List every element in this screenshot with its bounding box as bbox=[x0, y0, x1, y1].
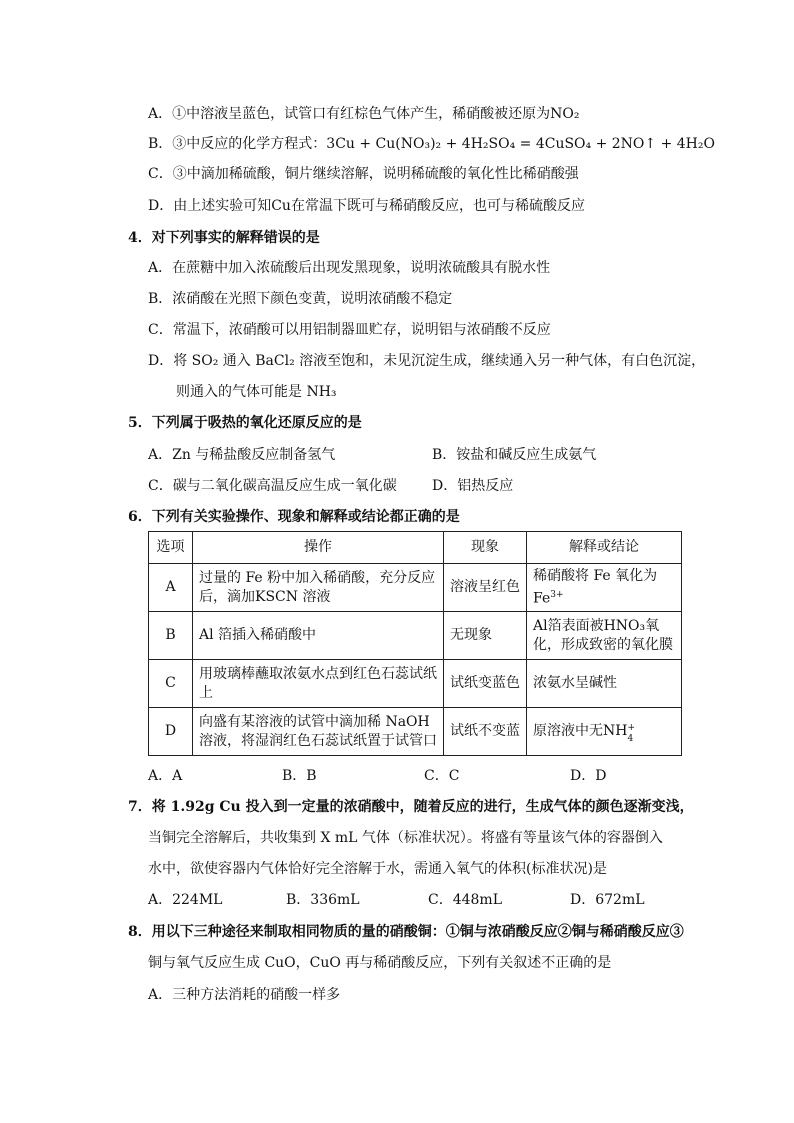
ion-charge: + bbox=[627, 723, 636, 733]
header-conclusion: 解释或结论 bbox=[527, 532, 682, 564]
q3-option-b: B．③中反应的化学方程式：3Cu + Cu(NO₃)₂ + 4H₂SO₄ = 4CuSO₄ + 2NO↑ + 4H₂O bbox=[148, 136, 715, 152]
q4-option-d-line1: D．将 SO₂ 通入 BaCl₂ 溶液至饱和，未见沉淀生成，继续通入另一种气体，有白色沉淀， bbox=[148, 353, 706, 369]
ion-formula: Fe bbox=[533, 590, 551, 607]
row-phenomenon: 无现象 bbox=[444, 612, 527, 660]
q7-option-c: C．448mL bbox=[428, 892, 503, 908]
q3-option-c: C．③中滴加稀硫酸，铜片继续溶解，说明稀硫酸的氧化性比稀硝酸强 bbox=[148, 166, 579, 182]
q8-stem-line2: 铜与氧气反应生成 CuO，CuO 再与稀硝酸反应，下列有关叙述不正确的是 bbox=[148, 955, 612, 971]
table-row bbox=[149, 708, 682, 756]
q5-option-a: A．Zn 与稀盐酸反应制备氢气 bbox=[148, 447, 336, 463]
q5-option-c: C．碳与二氧化碳高温反应生成一氧化碳 bbox=[148, 478, 397, 494]
ion-charge: 3+ bbox=[550, 589, 564, 600]
q4-option-b: B．浓硝酸在光照下颜色变黄，说明浓硝酸不稳定 bbox=[148, 291, 453, 307]
q4-option-c: C．常温下，浓硝酸可以用铝制器皿贮存，说明铝与浓硝酸不反应 bbox=[148, 322, 551, 338]
row-operation: 向盛有某溶液的试管中滴加稀 NaOH 溶液，将湿润红色石蕊试纸置于试管口 bbox=[193, 708, 444, 756]
q7-stem-line2: 当铜完全溶解后，共收集到 X mL 气体（标准状况）。将盛有等量该气体的容器倒入 bbox=[148, 830, 663, 846]
q7-option-a: A．224ML bbox=[148, 892, 223, 908]
q6-stem: 6．下列有关实验操作、现象和解释或结论都正确的是 bbox=[128, 509, 460, 525]
q7-stem-line1: 7．将 1.92g Cu 投入到一定量的浓硝酸中，随着反应的进行，生成气体的颜色逐渐变浅， bbox=[128, 799, 694, 815]
table-row bbox=[149, 612, 682, 660]
q4-stem: 4．对下列事实的解释错误的是 bbox=[128, 230, 320, 246]
q8-option-a: A．三种方法消耗的硝酸一样多 bbox=[148, 987, 341, 1003]
q6-option-d: D．D bbox=[570, 768, 607, 784]
q3-option-d: D．由上述实验可知Cu在常温下既可与稀硝酸反应，也可与稀硫酸反应 bbox=[148, 198, 585, 214]
header-operation: 操作 bbox=[193, 532, 444, 564]
table-header-row bbox=[149, 532, 682, 564]
row-phenomenon: 溶液呈红色 bbox=[444, 564, 527, 612]
q6-option-b: B．B bbox=[282, 768, 317, 784]
q4-option-a: A．在蔗糖中加入浓硫酸后出现发黑现象，说明浓硫酸具有脱水性 bbox=[148, 260, 551, 276]
q5-stem: 5．下列属于吸热的氧化还原反应的是 bbox=[128, 415, 362, 431]
row-option: C bbox=[149, 660, 193, 708]
row-operation: Al 箔插入稀硝酸中 bbox=[193, 612, 444, 660]
q7-stem-line3: 水中，欲使容器内气体恰好完全溶解于水，需通入氧气的体积(标准状况)是 bbox=[148, 861, 607, 877]
q7-option-b: B．336mL bbox=[286, 892, 360, 908]
q3-option-a: A．①中溶液呈蓝色，试管口有红棕色气体产生，稀硝酸被还原为NO₂ bbox=[148, 106, 580, 122]
conclusion-text: 原溶液中无 bbox=[533, 723, 603, 739]
q5-option-d: D．铝热反应 bbox=[432, 478, 514, 494]
q6-option-a: A．A bbox=[148, 768, 183, 784]
ion-subscript: 4 bbox=[627, 734, 634, 744]
row-phenomenon: 试纸不变蓝 bbox=[444, 708, 527, 756]
row-option: B bbox=[149, 612, 193, 660]
row-conclusion: Al箔表面被HNO₃氧化，形成致密的氧化膜 bbox=[527, 612, 682, 660]
row-phenomenon: 试纸变蓝色 bbox=[444, 660, 527, 708]
q4-option-d-line2: 则通入的气体可能是 NH₃ bbox=[176, 384, 337, 400]
q8-stem-line1: 8．用以下三种途径来制取相同物质的量的硝酸铜：①铜与浓硝酸反应②铜与稀硝酸反应③ bbox=[128, 924, 684, 940]
row-conclusion: 浓氨水呈碱性 bbox=[527, 660, 682, 708]
row-conclusion bbox=[527, 708, 682, 756]
q6-option-c: C．C bbox=[424, 768, 460, 784]
row-operation: 过量的 Fe 粉中加入稀硝酸，充分反应后，滴加KSCN 溶液 bbox=[193, 564, 444, 612]
row-option: A bbox=[149, 564, 193, 612]
row-operation: 用玻璃棒蘸取浓氨水点到红色石蕊试纸上 bbox=[193, 660, 444, 708]
ion-formula: NH bbox=[603, 723, 628, 739]
header-phenomenon: 现象 bbox=[444, 532, 527, 564]
q6-table bbox=[148, 531, 682, 756]
conclusion-text: 稀硝酸将 Fe 氧化为 bbox=[533, 567, 658, 584]
row-conclusion bbox=[527, 564, 682, 612]
row-option: D bbox=[149, 708, 193, 756]
q5-option-b: B．铵盐和碱反应生成氨气 bbox=[432, 447, 597, 463]
header-option: 选项 bbox=[149, 532, 193, 564]
q7-option-d: D．672mL bbox=[570, 892, 645, 908]
table-row bbox=[149, 660, 682, 708]
table-row bbox=[149, 564, 682, 612]
